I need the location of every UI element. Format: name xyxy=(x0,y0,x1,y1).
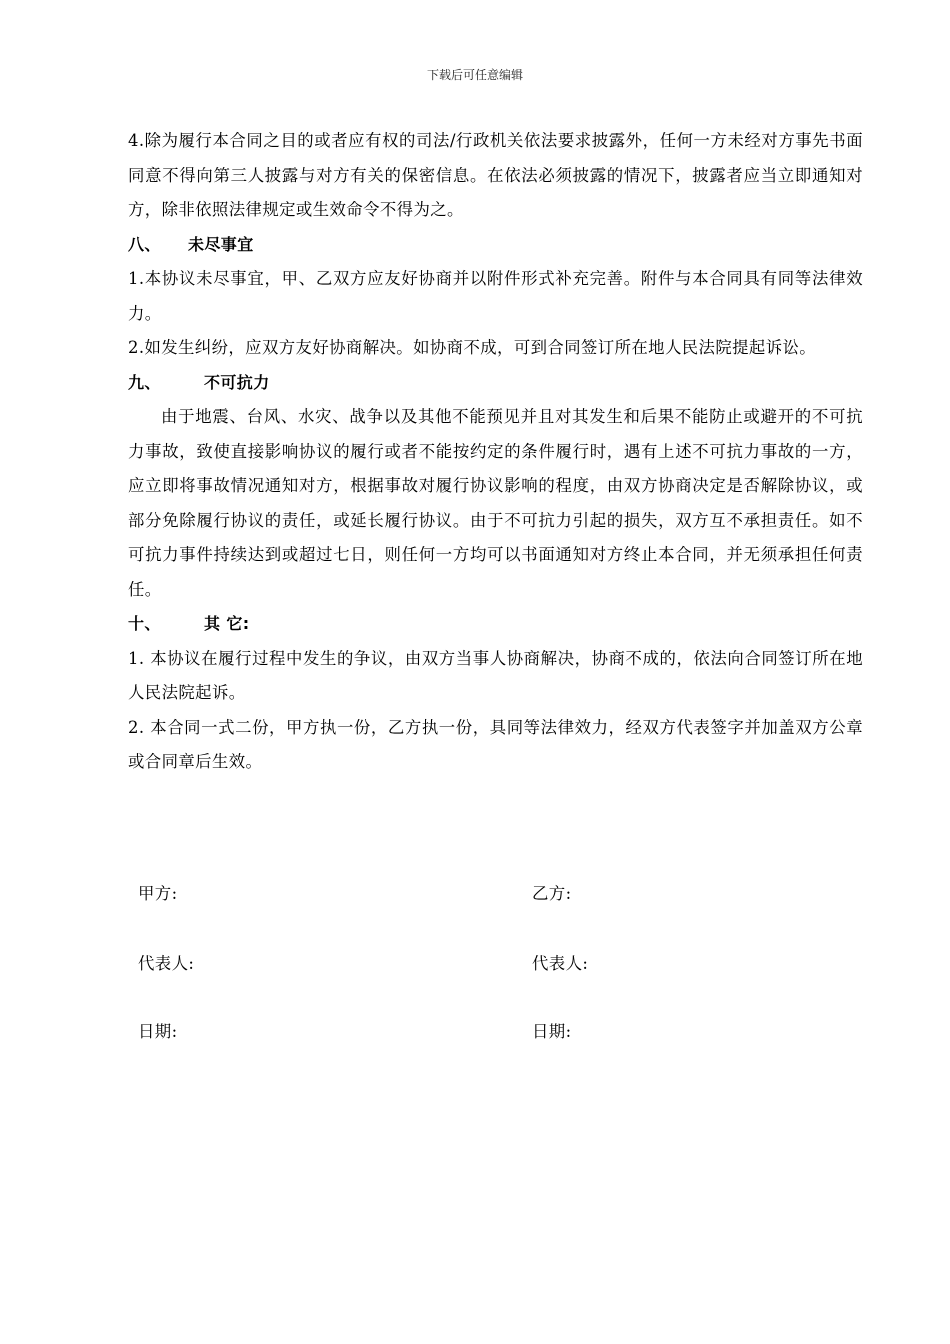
clause-4-paragraph: 4.除为履行本合同之目的或者应有权的司法/行政机关依法要求披露外，任何一方未经对方事先书面同意不得向第三人披露与对方有关的保密信息。在依法必须披露的情况下，披露者应当立即通知对方，除非依照法律规定或生效命令不得为之。 xyxy=(128,131,863,219)
section-9-paragraph: 由于地震、台风、水灾、战争以及其他不能预见并且对其发生和后果不能防止或避开的不可抗力事故，致使直接影响协议的履行或者不能按约定的条件履行时，遇有上述不可抗力事故的一方，应立即将事故情况通知对方，根据事故对履行协议影响的程度，由双方协商决定是否解除协议，或部分免除履行协议的责任，或延长履行协议。由于不可抗力引起的损失，双方互不承担责任。如不可抗力事件持续达到或超过七日，则任何一方均可以书面通知对方终止本合同，并无须承担任何责任。 xyxy=(128,407,863,599)
party-a-label: 甲方: xyxy=(138,884,178,903)
representative-b-label: 代表人: xyxy=(532,954,589,973)
section-8-heading xyxy=(128,228,863,263)
section-10-paragraph-1: 1. 本协议在履行过程中发生的争议，由双方当事人协商解决，协商不成的，依法向合同签订所在地人民法院起诉。 xyxy=(128,648,863,702)
party-b-label: 乙方: xyxy=(532,884,572,903)
section-8-number: 八、 xyxy=(128,234,161,254)
section-10-title: 其 它: xyxy=(204,614,250,633)
contract-body xyxy=(128,124,863,780)
date-b-label: 日期: xyxy=(532,1022,572,1041)
section-9-number: 九、 xyxy=(128,372,161,392)
representative-a-label: 代表人: xyxy=(138,954,195,973)
section-10-heading xyxy=(128,607,863,642)
section-9-title: 不可抗力 xyxy=(204,372,270,392)
section-10-number: 十、 xyxy=(128,614,161,633)
section-10-paragraph-2: 2. 本合同一式二份，甲方执一份，乙方执一份，具同等法律效力，经双方代表签字并加盖双方公章或合同章后生效。 xyxy=(128,717,863,771)
section-9-heading xyxy=(128,366,863,401)
section-8-paragraph-1: 1.本协议未尽事宜，甲、乙双方应友好协商并以附件形式补充完善。附件与本合同具有同等法律效力。 xyxy=(128,269,863,323)
section-8-paragraph-2: 2.如发生纠纷，应双方友好协商解决。如协商不成，可到合同签订所在地人民法院提起诉讼。 xyxy=(128,338,817,357)
section-8-title: 未尽事宜 xyxy=(188,234,254,254)
date-a-label: 日期: xyxy=(138,1022,178,1041)
header-note: 下载后可任意编辑 xyxy=(426,68,523,82)
